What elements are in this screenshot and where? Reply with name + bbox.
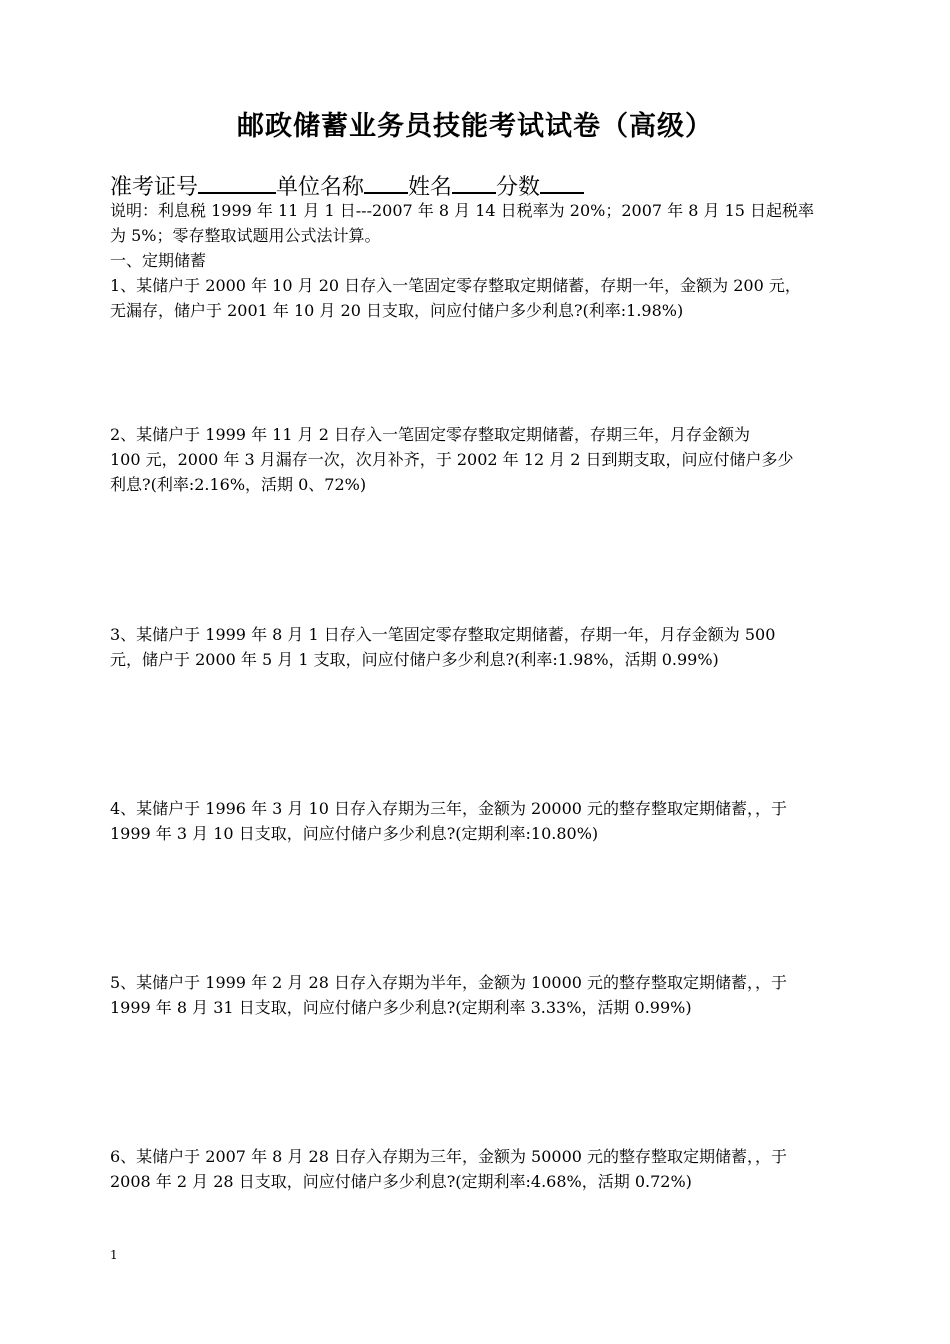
question-6-line: 2008 年 2 月 28 日支取，问应付储户多少利息?(定期利率:4.68%，活期 0.72%) bbox=[110, 1172, 692, 1191]
question-6-line: 6、某储户于 2007 年 8 月 28 日存入存期为三年，金额为 50000 元的整存整取定期储蓄，，于 bbox=[110, 1147, 788, 1166]
score-blank bbox=[540, 170, 584, 194]
question-5 bbox=[110, 970, 855, 1020]
question-4-line: 1999 年 3 月 10 日支取，问应付储户多少利息?(定期利率:10.80%) bbox=[110, 824, 599, 843]
question-3 bbox=[110, 622, 855, 672]
question-2-line: 利息?(利率:2.16%，活期 0、72%) bbox=[110, 475, 367, 494]
question-6 bbox=[110, 1144, 855, 1194]
question-5-line: 5、某储户于 1999 年 2 月 28 日存入存期为半年，金额为 10000 元的整存整取定期储蓄，，于 bbox=[110, 973, 788, 992]
page-title: 邮政储蓄业务员技能考试试卷（高级） bbox=[237, 111, 713, 142]
question-4 bbox=[110, 796, 855, 846]
question-4-line: 4、某储户于 1996 年 3 月 10 日存入存期为三年，金额为 20000 元的整存整取定期储蓄，，于 bbox=[110, 799, 788, 818]
section-title: 一、定期储蓄 bbox=[110, 251, 207, 270]
score-label: 分数 bbox=[496, 175, 541, 200]
question-2-line: 100 元，2000 年 3 月漏存一次，次月补齐，于 2002 年 12 月 2 日到期支取，问应付储户多少 bbox=[110, 450, 794, 469]
exam-no-label: 准考证号 bbox=[110, 175, 199, 200]
question-1-line: 无漏存，储户于 2001 年 10 月 20 日支取，问应付储户多少利息?(利率:1.98%) bbox=[110, 301, 684, 320]
exam-note bbox=[110, 198, 855, 323]
exam-no-blank bbox=[198, 170, 276, 194]
page-number: 1 bbox=[110, 1248, 118, 1262]
name-blank bbox=[452, 170, 496, 194]
question-1-line: 1、某储户于 2000 年 10 月 20 日存入一笔固定零存整取定期储蓄，存期一年，金额为 200 元， bbox=[110, 276, 801, 295]
unit-blank bbox=[364, 170, 408, 194]
question-5-line: 1999 年 8 月 31 日支取，问应付储户多少利息?(定期利率 3.33%，活期 0.99%) bbox=[110, 998, 692, 1017]
unit-label: 单位名称 bbox=[276, 175, 365, 200]
note-line: 说明：利息税 1999 年 11 月 1 日---2007 年 8 月 14 日税率为 20%；2007 年 8 月 15 日起税率 bbox=[110, 201, 815, 220]
question-3-line: 3、某储户于 1999 年 8 月 1 日存入一笔固定零存整取定期储蓄，存期一年，月存金额为 500 bbox=[110, 625, 776, 644]
question-2 bbox=[110, 422, 855, 497]
note-line: 为 5%；零存整取试题用公式法计算。 bbox=[110, 226, 381, 245]
question-3-line: 元，储户于 2000 年 5 月 1 支取，问应付储户多少利息?(利率:1.98%，活期 0.99%) bbox=[110, 650, 719, 669]
question-2-line: 2、某储户于 1999 年 11 月 2 日存入一笔固定零存整取定期储蓄，存期三年，月存金额为 bbox=[110, 425, 750, 444]
name-label: 姓名 bbox=[408, 175, 453, 200]
